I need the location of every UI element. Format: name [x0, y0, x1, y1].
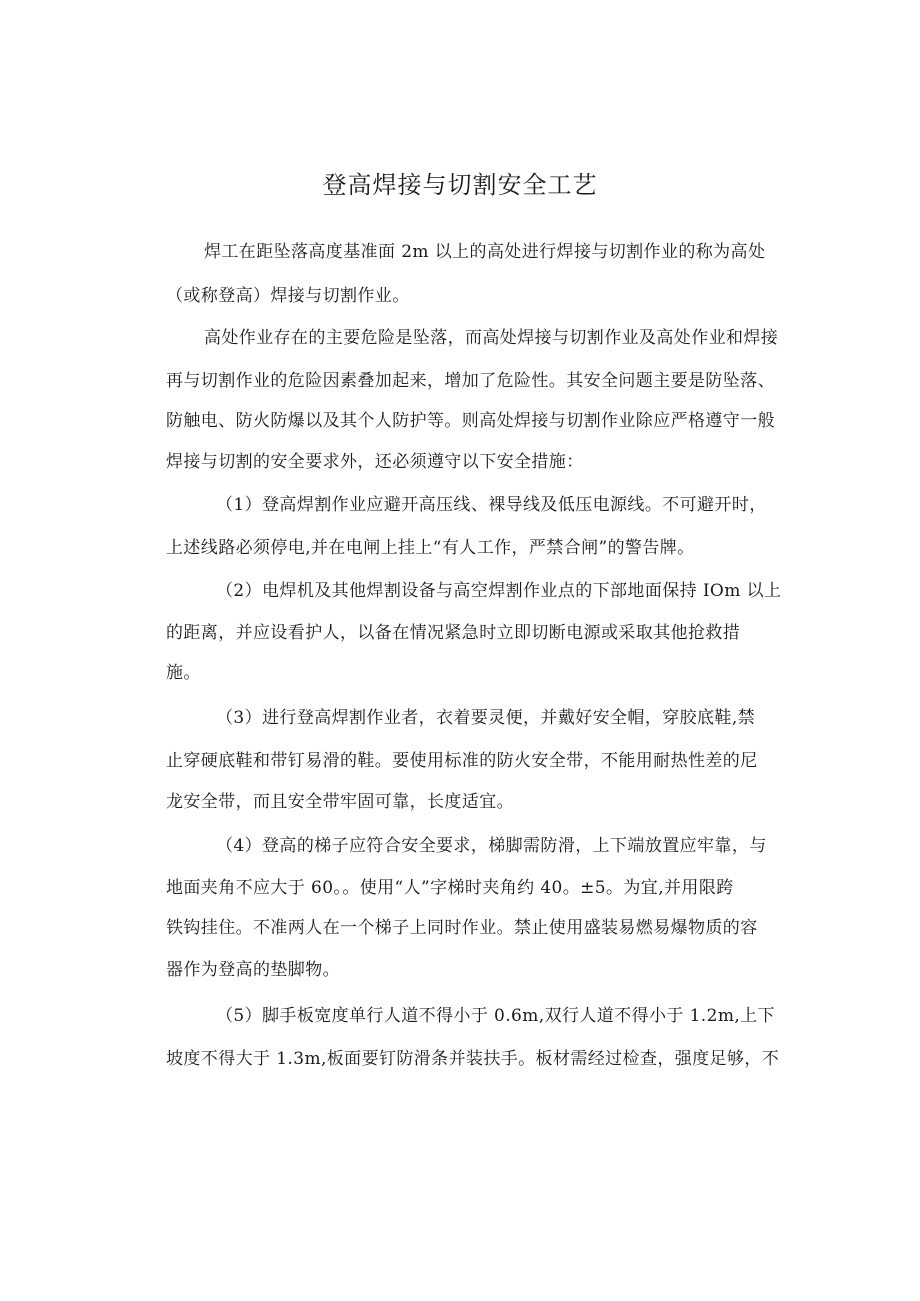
paragraph-1-line-1: 焊工在距坠落高度基准面 2m 以上的高处进行焊接与切割作业的称为高处: [204, 242, 766, 262]
item-1-line-1: （1）登高焊割作业应避开高压线、裸导线及低压电源线。不可避开时，: [216, 495, 767, 515]
item-2-line-1: （2）电焊机及其他焊割设备与高空焊割作业点的下部地面保持 IOm 以上: [216, 581, 782, 601]
item-3-line-1: （3）进行登高焊割作业者，衣着要灵便，并戴好安全帽，穿胶底鞋,禁: [216, 708, 756, 728]
paragraph-2-line-4: 焊接与切割的安全要求外，还必须遵守以下安全措施：: [166, 452, 584, 472]
item-4-line-1: （4）登高的梯子应符合安全要求，梯脚需防滑，上下端放置应牢靠，与: [216, 836, 767, 856]
item-4-line-4: 器作为登高的垫脚物。: [166, 960, 340, 980]
paragraph-2-line-1: 高处作业存在的主要危险是坠落，而高处焊接与切割作业及高处作业和焊接: [204, 328, 779, 348]
item-4-line-3: 铁钩挂住。不准两人在一个梯子上同时作业。禁止使用盛装易燃易爆物质的容: [166, 918, 758, 938]
paragraph-2-line-3: 防触电、防火防爆以及其个人防护等。则高处焊接与切割作业除应严格遵守一般: [166, 411, 775, 431]
page-title: 登高焊接与切割安全工艺: [322, 171, 598, 199]
item-4-line-2: 地面夹角不应大于 60。。使用“人”字梯时夹角约 40。±5。为宜,并用限跨: [166, 878, 734, 898]
item-5-line-2: 坡度不得大于 1.3m,板面要钉防滑条并装扶手。板材需经过检查，强度足够，不: [166, 1049, 780, 1069]
item-3-line-3: 龙安全带，而且安全带牢固可靠，长度适宜。: [166, 792, 514, 812]
item-5-line-1: （5）脚手板宽度单行人道不得小于 0.6m,双行人道不得小于 1.2m,上下: [216, 1006, 775, 1026]
item-3-line-2: 止穿硬底鞋和带钉易滑的鞋。要使用标准的防火安全带，不能用耐热性差的尼: [166, 751, 758, 771]
paragraph-2-line-2: 再与切割作业的危险因素叠加起来，增加了危险性。其安全问题主要是防坠落、: [166, 371, 775, 391]
paragraph-1-line-2: （或称登高）焊接与切割作业。: [166, 286, 410, 306]
item-2-line-3: 施。: [166, 663, 201, 683]
item-1-line-2: 上述线路必须停电,并在电闸上挂上“有人工作，严禁合闸”的警告牌。: [166, 538, 695, 558]
item-2-line-2: 的距离，并应设看护人，以备在情况紧急时立即切断电源或采取其他抢救措: [166, 623, 741, 643]
